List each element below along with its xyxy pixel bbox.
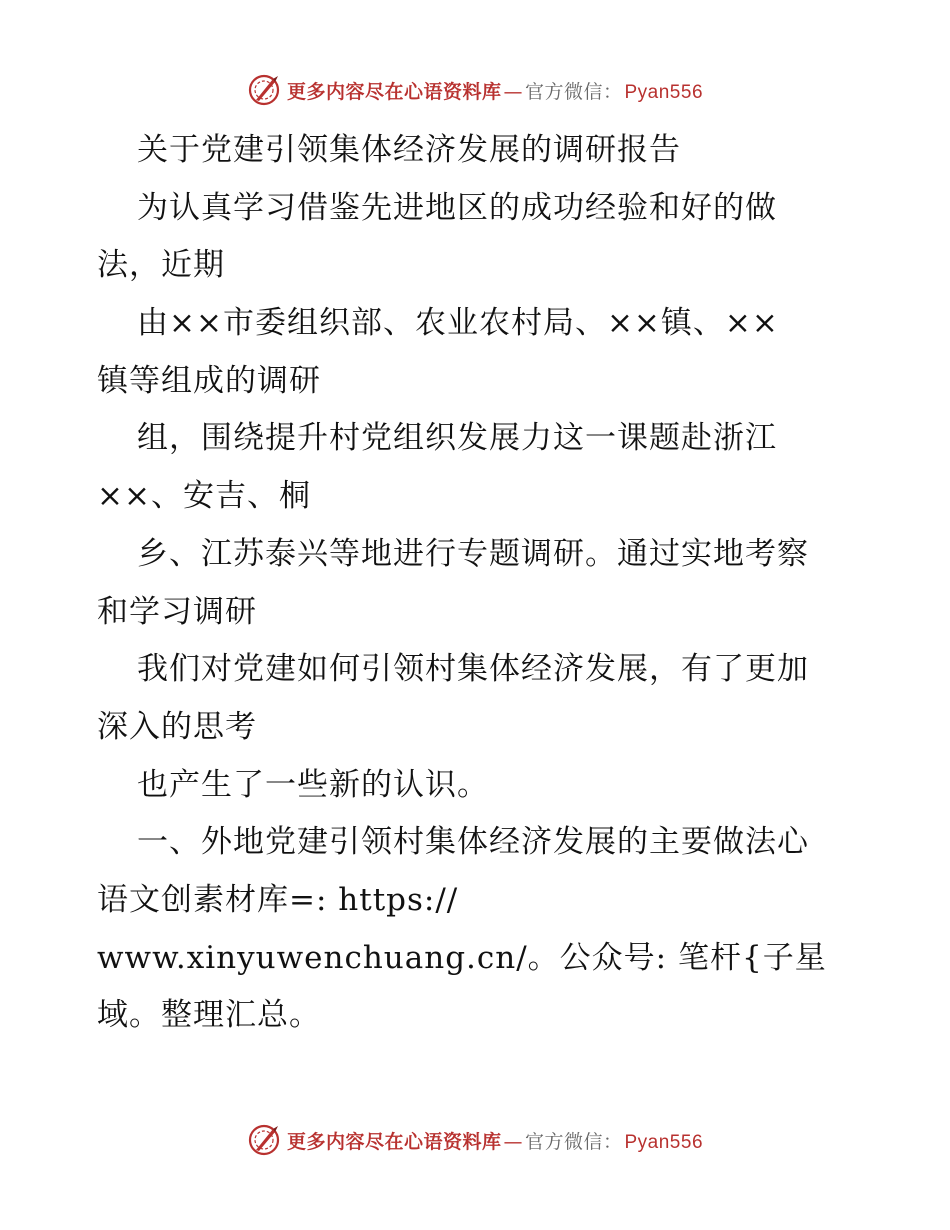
watermark-text (287, 77, 703, 104)
paragraph-line: 乡、江苏泰兴等地进行专题调研。通过实地考察 (137, 535, 809, 572)
watermark-group (247, 73, 703, 107)
watermark-dash: — (503, 80, 523, 103)
watermark-wechat-label: 官方微信： (524, 80, 623, 103)
paragraph-line: 深入的思考 (97, 708, 257, 745)
paragraph-line: 也产生了一些新的认识。 (137, 766, 489, 803)
document-title: 关于党建引领集体经济发展的调研报告 (137, 132, 681, 168)
footer-watermark (0, 1120, 950, 1160)
watermark-wechat-id: Pyan556 (624, 81, 704, 103)
watermark-group (247, 1123, 703, 1157)
section-heading: 一、外地党建引领村集体经济发展的主要做法心 (137, 824, 809, 861)
header-watermark (0, 70, 950, 110)
quill-logo-icon (247, 1123, 281, 1157)
paragraph-line: ××、安吉、桐 (97, 478, 311, 515)
paragraph-line: 为认真学习借鉴先进地区的成功经验和好的做 (137, 189, 777, 226)
paragraph-line: 由××市委组织部、农业农村局、××镇、×× (137, 305, 779, 342)
paragraph-line: 组，围绕提升村党组织发展力这一课题赴浙江 (137, 420, 777, 457)
paragraph-line: 和学习调研 (97, 593, 257, 630)
document-body (97, 122, 857, 1045)
paragraph-line: 镇等组成的调研 (97, 362, 321, 399)
paragraph-line: 我们对党建如何引领村集体经济发展，有了更加 (137, 651, 809, 688)
watermark-site-name: 更多内容尽在心语资料库 (286, 1130, 502, 1153)
watermark-text (287, 1127, 703, 1154)
paragraph-line: 法，近期 (97, 247, 225, 284)
watermark-dash: — (503, 1130, 523, 1153)
watermark-site-name: 更多内容尽在心语资料库 (286, 80, 502, 103)
paragraph-line: 域。整理汇总。 (97, 997, 321, 1034)
paragraph-line: 语文创素材库=: https:// (97, 881, 459, 918)
watermark-wechat-id: Pyan556 (624, 1131, 704, 1153)
paragraph-line: www.xinyuwenchuang.cn/。公众号: 笔杆{子星 (97, 939, 827, 976)
quill-logo-icon (247, 73, 281, 107)
watermark-wechat-label: 官方微信： (524, 1130, 623, 1153)
